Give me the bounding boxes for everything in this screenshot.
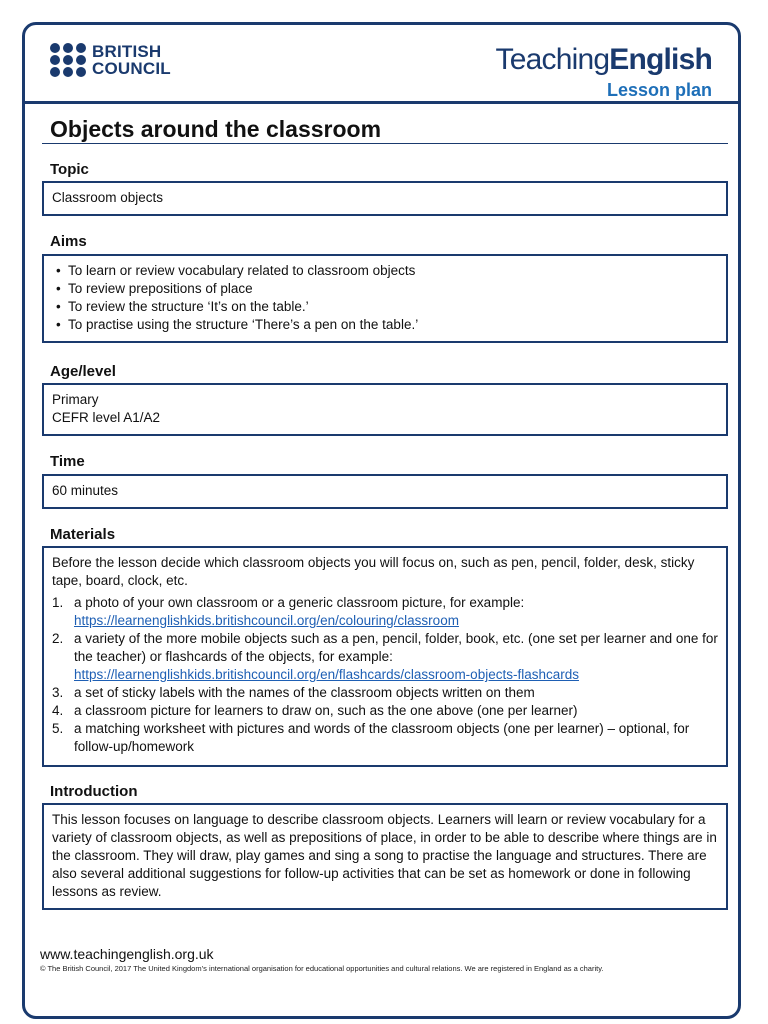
age-level-line-1: Primary [52,392,99,407]
brand-light: Teaching [495,43,610,76]
topic-heading: Topic [50,161,89,178]
materials-item [52,684,718,702]
aim-item: • To review the structure ‘It’s on the table.’ [52,298,718,316]
age-level-heading: Age/level [50,363,116,380]
logo-wordmark [92,43,171,77]
introduction-text: This lesson focuses on language to describe classroom objects. Learners will learn or review vocabulary for a variety of classroom objects, as well as prepositions of place, in order to be able to describe where things are in the classroom. They will draw, play games and sing a song to practise the language and structures. There are also several additional suggestions for follow-up activities that can be set as homework or done in following lessons as review. [52,812,717,899]
item-number: 4. [52,703,64,718]
materials-intro: Before the lesson decide which classroom objects you will focus on, such as pen, pencil, folder, desk, sticky tape, board, clock, etc. [52,555,695,588]
time-text: 60 minutes [52,483,119,498]
materials-item [52,720,718,756]
materials-item [52,702,718,720]
aim-item: • To review prepositions of place [52,280,718,298]
time-heading: Time [50,453,85,470]
time-box [42,474,728,509]
british-council-logo [50,43,180,79]
topic-text: Classroom objects [52,190,164,205]
introduction-box [42,803,728,910]
item-number: 1. [52,595,64,610]
item-text: a matching worksheet with pictures and words of the classroom objects (one per learner) – optional, for follow-up/homework [74,721,690,754]
materials-item [52,630,718,684]
item-text: a variety of the more mobile objects such as a pen, pencil, folder, book, etc. (one set per learner and one for the teacher) or flashcards of the objects, for example: [74,631,718,664]
materials-box [42,546,728,767]
logo-dots-icon [50,43,88,77]
topic-box [42,181,728,216]
item-number: 3. [52,685,64,700]
teachingenglish-brand [496,42,712,78]
aims-list [52,262,718,334]
logo-line-2: COUNCIL [92,59,171,78]
item-text: a set of sticky labels with the names of the classroom objects written on them [74,685,535,700]
item-number: 2. [52,631,64,646]
item-text: a photo of your own classroom or a generic classroom picture, for example: [74,595,525,610]
footer-url[interactable]: www.teachingenglish.org.uk [40,946,214,962]
doc-type-label: Lesson plan [606,80,712,100]
materials-list [52,594,718,756]
logo-line-1: BRITISH [92,42,162,61]
aim-item: • To practise using the structure ‘There’s a pen on the table.’ [52,316,718,334]
brand-bold: English [609,43,712,76]
item-text: a classroom picture for learners to draw on, such as the one above (one per learner) [74,703,578,718]
materials-heading: Materials [50,526,116,543]
introduction-heading: Introduction [50,783,138,800]
aims-box [42,254,728,343]
aim-item: • To learn or review vocabulary related to classroom objects [52,262,718,280]
header-divider [25,101,741,104]
materials-item [52,594,718,630]
classroom-picture-link[interactable]: https://learnenglishkids.britishcouncil.org/en/colouring/classroom [74,613,459,628]
age-level-line-2: CEFR level A1/A2 [52,410,161,425]
aims-heading: Aims [50,233,87,250]
page-title: Objects around the classroom [50,116,382,142]
footer-copyright: © The British Council, 2017 The United Kingdom’s international organisation for educational opportunities and cultural relations. We are registered in England as a charity. [40,964,604,973]
age-level-box [42,383,728,436]
flashcards-link[interactable]: https://learnenglishkids.britishcouncil.org/en/flashcards/classroom-objects-flashcards [74,667,579,682]
title-divider [42,143,728,144]
item-number: 5. [52,721,64,736]
